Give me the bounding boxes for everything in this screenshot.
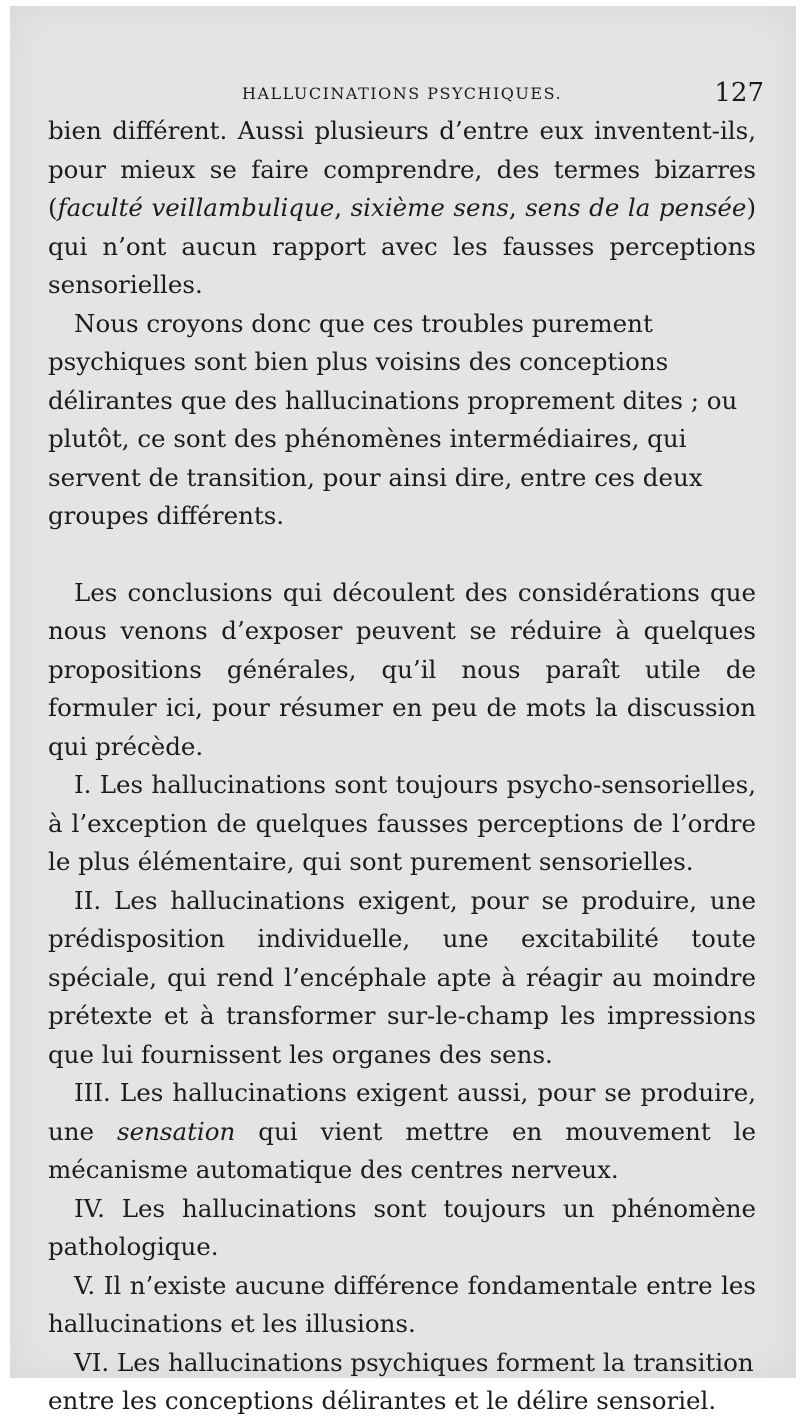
running-head [56, 78, 768, 110]
section-gap [48, 536, 756, 574]
conclusion-item: V. Il n’existe aucune différence fondamentale entre les hallucinations et les illusions. [48, 1270, 756, 1338]
conclusion-item: I. Les hallucinations sont toujours psycho-sensorielles, à l’exception de quelques fausses perceptions de l’ordre le plus élémentaire, qui sont purement sensorielles. [48, 770, 756, 876]
conclusion-item: II. Les hallucinations exigent, pour se produire, une prédisposition individuelle, une excitabilité toute spéciale, qui rend l’encéphale apte à réagir au moindre prétexte et à transformer sur-le-champ les impressions que lui fournissent les organes des sens. [48, 885, 756, 1069]
italic-term: faculté veillambulique [57, 193, 335, 222]
italic-term: sixième sens [350, 193, 509, 222]
italic-term: sens de la pensée [525, 193, 747, 222]
conclusion-item: VI. Les hallucinations psychiques forment la transition entre les conceptions délirantes et le délire sensoriel. [48, 1347, 754, 1415]
page-body [48, 112, 756, 1421]
page-number: 127 [714, 78, 764, 108]
conclusion-item: IV. Les hallucinations sont toujours un phénomène pathologique. [48, 1193, 756, 1261]
paragraph: Nous croyons donc que ces troubles purement psychiques sont bien plus voisins des conceptions délirantes que des hallucinations proprement dites ; ou plutôt, ce sont des phénomènes intermédiaires, qui servent de transition, pour ainsi dire, entre ces deux groupes différents. [48, 308, 738, 530]
conclusion-item: III. Les hallucinations exigent aussi, pour se produire, une sensation qui vient mettre en mouvement le mécanisme automatique des centres nerveux. [48, 1078, 756, 1184]
running-title: HALLUCINATIONS PSYCHIQUES. [242, 84, 563, 103]
paragraph: Les conclusions qui découlent des considérations que nous venons d’exposer peuvent se réduire à quelques propositions générales, qu’il nous paraît utile de formuler ici, pour résumer en peu de mots la discussion qui précède. [48, 577, 756, 761]
paragraph-continued: bien différent. Aussi plusieurs d’entre eux inventent-ils, pour mieux se faire comprendre, des termes bizarres (faculté veillambulique, sixième sens, sens de la pensée) qui n’ont aucun rapport avec les fausses perceptions sensorielles. [48, 116, 756, 299]
italic-term: sensation [117, 1116, 236, 1146]
